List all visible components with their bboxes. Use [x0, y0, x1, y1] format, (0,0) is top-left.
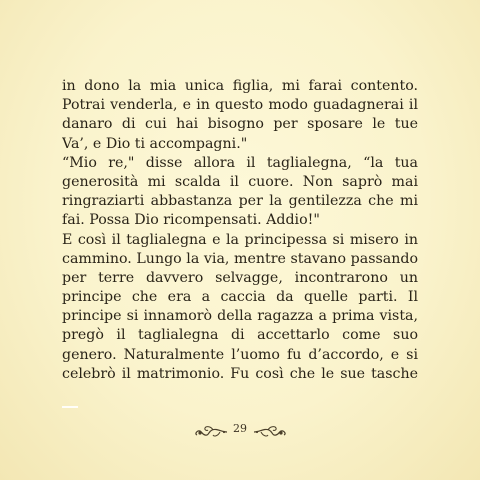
text-line: danaro di cui hai bisogno per sposare le tue — [62, 116, 418, 133]
text-line: celebrò il matrimonio. Fu così che le sue tasche — [62, 365, 418, 382]
text-line: ringraziarti abbastanza per la gentilezza che mi — [62, 193, 418, 210]
text-line: principe che era a caccia da quelle parti. Il — [62, 289, 418, 306]
page-number: 29 — [233, 422, 247, 435]
text-line: genero. Naturalmente l’uomo fu d’accordo, e si — [62, 346, 418, 363]
page-edge-mark — [62, 406, 78, 408]
flourish-ornament-left-icon — [193, 422, 229, 440]
text-line: in dono la mia unica figlia, mi farai contento. — [62, 78, 418, 94]
flourish-ornament-right-icon — [252, 422, 288, 440]
text-line: per terre davvero selvagge, incontrarono un — [62, 269, 418, 286]
text-line: pregò il taglialegna di accettarlo come suo — [62, 327, 418, 344]
text-line: cammino. Lungo la via, mentre stavano passando — [62, 250, 418, 267]
page-footer — [0, 420, 480, 444]
text-line: Potrai venderla, e in questo modo guadagnerai il — [62, 97, 418, 114]
text-line: E così il taglialegna e la principessa si misero in — [62, 231, 418, 248]
text-line: generosità mi scalda il cuore. Non saprò mai — [62, 173, 418, 190]
text-line: Va’, e Dio ti accompagni." — [62, 135, 248, 152]
text-line: fai. Possa Dio ricompensati. Addio!" — [62, 212, 320, 229]
body-text — [62, 77, 418, 384]
text-line: principe si innamorò della ragazza a prima vista, — [62, 308, 418, 325]
text-line: “Mio re," disse allora il taglialegna, “la tua — [62, 154, 418, 171]
